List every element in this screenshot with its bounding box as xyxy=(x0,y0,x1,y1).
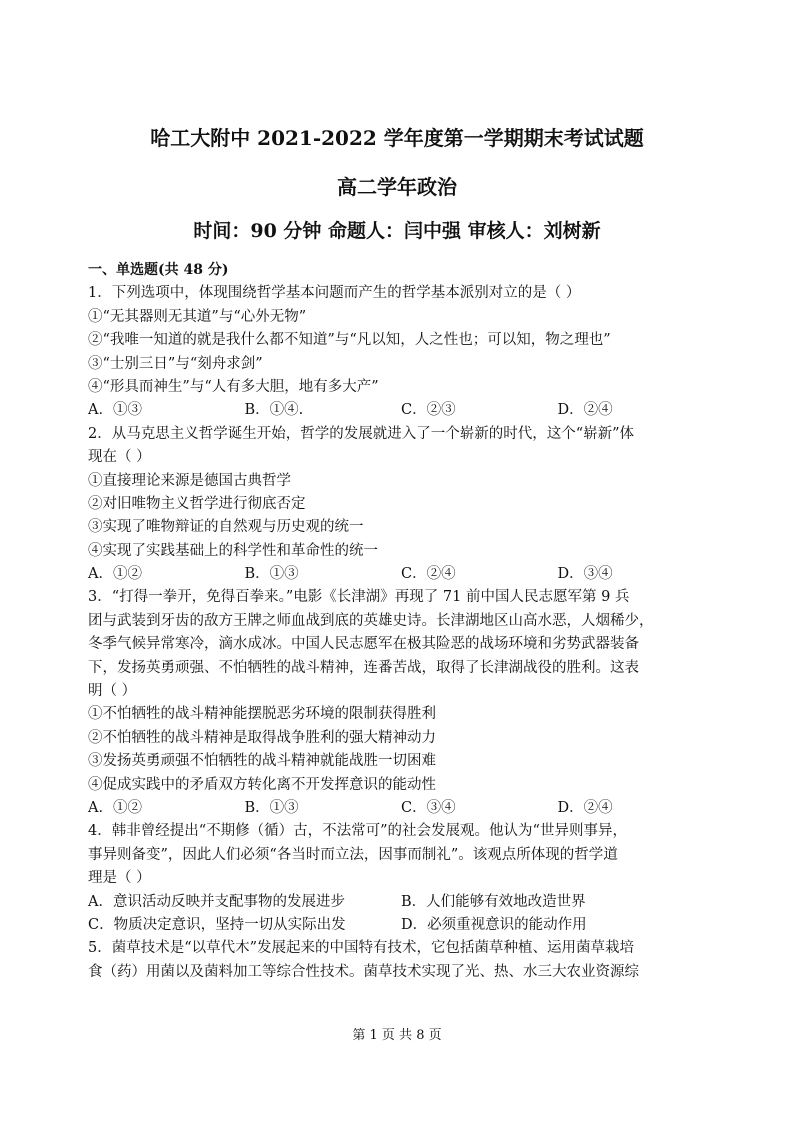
question-5-stem: 食（药）用菌以及菌料加工等综合性技术。菌草技术实现了光、热、水三大农业资源综 xyxy=(88,963,639,980)
option-a: A．①③ xyxy=(88,402,142,419)
page-footer: 第 1 页 共 8 页 xyxy=(352,1028,442,1043)
question-1-statement: ①“无其器则无其道”与“心外无物” xyxy=(88,308,307,325)
section-title: 一、单选题(共 48 分) xyxy=(88,262,229,278)
option-c: C．③④ xyxy=(401,799,456,816)
option-a: A．①② xyxy=(88,566,142,583)
question-2-stem: 现在（ ） xyxy=(88,449,151,466)
option-d: D．②④ xyxy=(557,799,613,816)
question-2-statement: ④实现了实践基础上的科学性和革命性的统一 xyxy=(88,542,378,559)
question-4-options-row xyxy=(88,891,714,914)
exam-title: 哈工大附中 2021-2022 学年度第一学期期末考试试题 xyxy=(150,126,644,150)
option-a: A．意识活动反映并支配事物的发展进步 xyxy=(88,893,345,910)
question-3-stem: 明（ ） xyxy=(88,683,137,700)
question-2-options xyxy=(88,563,714,586)
option-b: B．①④. xyxy=(244,402,304,419)
question-1-statement: ④“形具而神生”与“人有多大胆，地有多大产” xyxy=(88,378,379,395)
question-area xyxy=(88,259,714,984)
question-3-stem: 团与武装到牙齿的敌方王牌之师血战到底的英雄史诗。长津湖地区山高水恶，人烟稀少， xyxy=(88,612,654,629)
question-3-stem: 冬季气候异常寒冷，滴水成冰。中国人民志愿军在极其险恶的战场环境和劣势武器装备 xyxy=(88,636,639,653)
question-2-statement: ③实现了唯物辩证的自然观与历史观的统一 xyxy=(88,519,364,536)
option-d: D．③④ xyxy=(557,566,613,583)
question-1-statement: ②“我唯一知道的就是我什么都不知道”与“凡以知，人之性也；可以知，物之理也” xyxy=(88,332,611,349)
question-3-statement: ①不怕牺牲的战斗精神能摆脱恶劣环境的限制获得胜利 xyxy=(88,706,436,723)
question-3-stem: 3．“打得一拳开，免得百拳来。”电影《长津湖》再现了 71 前中国人民志愿军第 9 兵 xyxy=(88,589,630,606)
question-3-statement: ③发扬英勇顽强不怕牺牲的战斗精神就能战胜一切困难 xyxy=(88,753,436,770)
option-d: D．必须重视意识的能动作用 xyxy=(401,916,587,933)
option-c: C．②③ xyxy=(401,402,456,419)
option-d: D．②④ xyxy=(557,402,613,419)
question-4-stem: 理是（ ） xyxy=(88,870,151,887)
question-3-statement: ②不怕牺牲的战斗精神是取得战争胜利的强大精神动力 xyxy=(88,729,436,746)
question-2-statement: ②对旧唯物主义哲学进行彻底否定 xyxy=(88,495,306,512)
question-1-stem: 1．下列选项中，体现围绕哲学基本问题而产生的哲学基本派别对立的是（ ） xyxy=(88,285,581,302)
option-b: B．①③ xyxy=(244,566,299,583)
question-2-stem: 2．从马克思主义哲学诞生开始，哲学的发展就进入了一个崭新的时代，这个“崭新”体 xyxy=(88,425,635,442)
question-1-options xyxy=(88,399,714,422)
question-3-options xyxy=(88,797,714,820)
option-c: C．物质决定意识，坚持一切从实际出发 xyxy=(88,916,346,933)
question-3-stem: 下，发扬英勇顽强、不怕牺牲的战斗精神，连番苦战，取得了长津湖战役的胜利。这表 xyxy=(88,659,639,676)
question-4-stem: 4．韩非曾经提出“不期修（循）古，不法常可”的社会发展观。他认为“世异则事异， xyxy=(88,823,627,840)
subject-title: 高二学年政治 xyxy=(337,175,457,199)
question-5-stem: 5．菌草技术是“以草代木”发展起来的中国特有技术，它包括菌草种植、运用菌草栽培 xyxy=(88,940,635,957)
question-4-stem: 事异则备变”，因此人们必须“各当时而立法，因事而制礼”。该观点所体现的哲学道 xyxy=(88,846,618,863)
question-2-statement: ①直接理论来源是德国古典哲学 xyxy=(88,472,291,489)
question-3-statement: ④促成实践中的矛盾双方转化离不开发挥意识的能动性 xyxy=(88,776,436,793)
exam-meta: 时间：90 分钟 命题人：闫中强 审核人：刘树新 xyxy=(193,220,601,242)
option-b: B．人们能够有效地改造世界 xyxy=(401,893,586,910)
option-c: C．②④ xyxy=(401,566,456,583)
option-a: A．①② xyxy=(88,799,142,816)
question-1-statement: ③“士别三日”与“刻舟求剑” xyxy=(88,355,263,372)
question-4-options-row xyxy=(88,914,714,937)
option-b: B．①③ xyxy=(244,799,299,816)
